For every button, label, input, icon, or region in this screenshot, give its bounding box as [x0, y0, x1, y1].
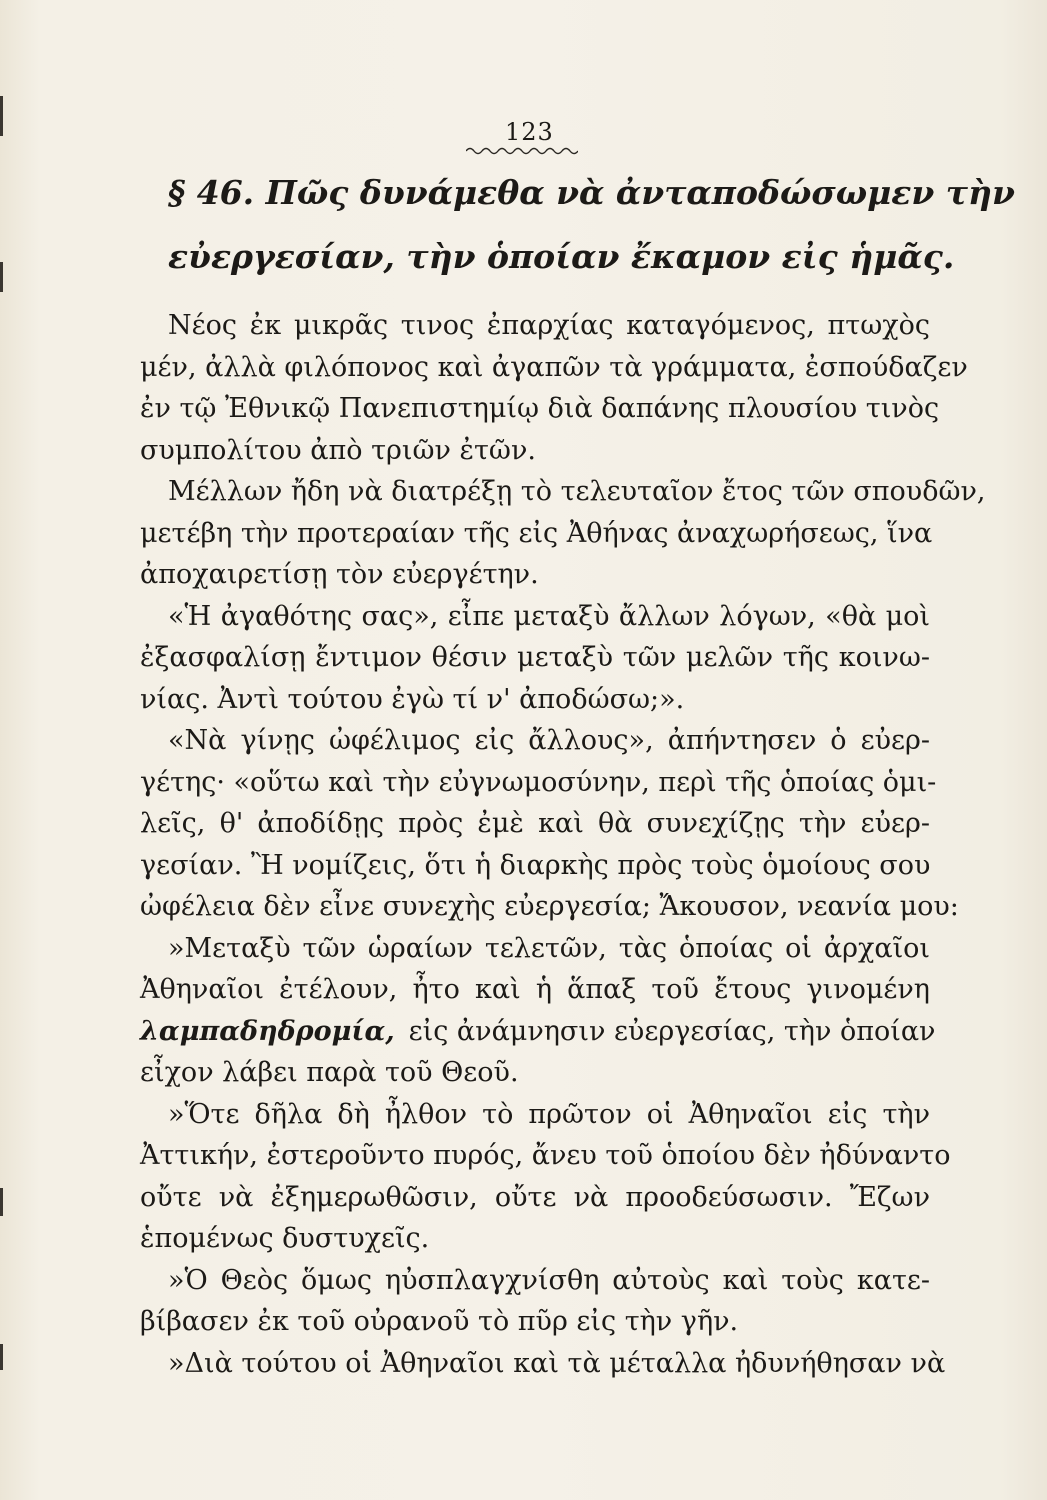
page-number: 123 [505, 118, 554, 146]
text-line: ἐξασφαλίσῃ ἔντιμον θέσιν μεταξὺ τῶν μελῶν τῆς κοινω- [140, 642, 930, 673]
text-line: Ἀθηναῖοι ἐτέλουν, ἦτο καὶ ἡ ἅπαξ τοῦ ἔτους γινομένη [140, 974, 930, 1005]
text-line: Μέλλων ἤδη νὰ διατρέξῃ τὸ τελευταῖον ἔτος τῶν σπουδῶν, [168, 476, 986, 507]
text-fragment: εἰς ἀνάμνησιν εὐεργεσίας, τὴν ὁποίαν [408, 1015, 936, 1047]
text-line: »Ὁ Θεὸς ὅμως ηὐσπλαγχνίσθη αὐτοὺς καὶ τοὺς κατε- [168, 1264, 930, 1296]
text-line: ἑπομένως δυστυχεῖς. [140, 1223, 430, 1254]
text-line: «Νὰ γίνῃς ὠφέλιμος εἰς ἄλλους», ἀπήντησεν ὁ εὐερ- [168, 725, 930, 756]
text-line: Νέος ἐκ μικρᾶς τινος ἐπαρχίας καταγόμενος, πτωχὸς [168, 310, 930, 341]
edge-mark [0, 1344, 3, 1370]
text-line: »Ὅτε δῆλα δὴ ἦλθον τὸ πρῶτον οἱ Ἀθηναῖοι εἰς τὴν [168, 1098, 930, 1130]
text-line: Ἀττικήν, ἐστεροῦντο πυρός, ἄνευ τοῦ ὁποίου δὲν ἠδύναντο [140, 1140, 951, 1171]
text-line: εἶχον λάβει παρὰ τοῦ Θεοῦ. [140, 1057, 519, 1088]
edge-mark [0, 96, 3, 136]
text-line: συμπολίτου ἀπὸ τριῶν ἐτῶν. [140, 434, 536, 466]
text-line: ὠφέλεια δὲν εἶνε συνεχὴς εὐεργεσία; Ἄκουσον, νεανία μου: [140, 891, 959, 922]
text-line-emphasis [140, 1015, 936, 1047]
text-line: γέτης· «οὕτω καὶ τὴν εὐγνωμοσύνην, περὶ τῆς ὁποίας ὁμι- [140, 766, 937, 798]
section-heading-line-2: εὐεργεσίαν, τὴν ὁποίαν ἔκαμον εἰς ἡμᾶς. [168, 237, 955, 276]
ornament-rule [466, 146, 578, 156]
text-line: μετέβη τὴν προτεραίαν τῆς εἰς Ἀθήνας ἀναχωρήσεως, ἵνα [140, 517, 933, 549]
text-line: ἀποχαιρετίσῃ τὸν εὐεργέτην. [140, 559, 539, 590]
edge-mark [0, 1188, 3, 1216]
emphasis-word: λαμπαδηδρομία, [140, 1015, 395, 1047]
section-heading-line-1: § 46. Πῶς δυνάμεθα νὰ ἀνταποδώσωμεν τὴν [168, 173, 1015, 212]
text-line: ἐν τῷ Ἐθνικῷ Πανεπιστημίῳ διὰ δαπάνης πλουσίου τινὸς [140, 393, 940, 424]
text-line: »Διὰ τούτου οἱ Ἀθηναῖοι καὶ τὰ μέταλλα ἠδυνήθησαν νὰ [168, 1347, 946, 1379]
text-line: λεῖς, θ' ἀποδίδῃς πρὸς ἐμὲ καὶ θὰ συνεχίζῃς τὴν εὐερ- [140, 808, 930, 839]
text-line: μέν, ἀλλὰ φιλόπονος καὶ ἀγαπῶν τὰ γράμματα, ἐσπούδαζεν [140, 351, 968, 383]
text-line: «Ἡ ἀγαθότης σας», εἶπε μεταξὺ ἄλλων λόγων, «θὰ μοὶ [168, 600, 930, 632]
text-line: γεσίαν. Ἢ νομίζεις, ὅτι ἡ διαρκὴς πρὸς τοὺς ὁμοίους σου [140, 849, 931, 881]
edge-mark [0, 262, 3, 292]
text-line: βίβασεν ἐκ τοῦ οὐρανοῦ τὸ πῦρ εἰς τὴν γῆν. [140, 1306, 739, 1337]
text-line: νίας. Ἀντὶ τούτου ἐγὼ τί ν' ἀποδώσω;». [140, 683, 685, 715]
text-line: »Μεταξὺ τῶν ὡραίων τελετῶν, τὰς ὁποίας οἱ ἀρχαῖοι [168, 932, 930, 964]
text-line: οὔτε νὰ ἐξημερωθῶσιν, οὔτε νὰ προοδεύσωσιν. Ἔζων [140, 1181, 930, 1213]
